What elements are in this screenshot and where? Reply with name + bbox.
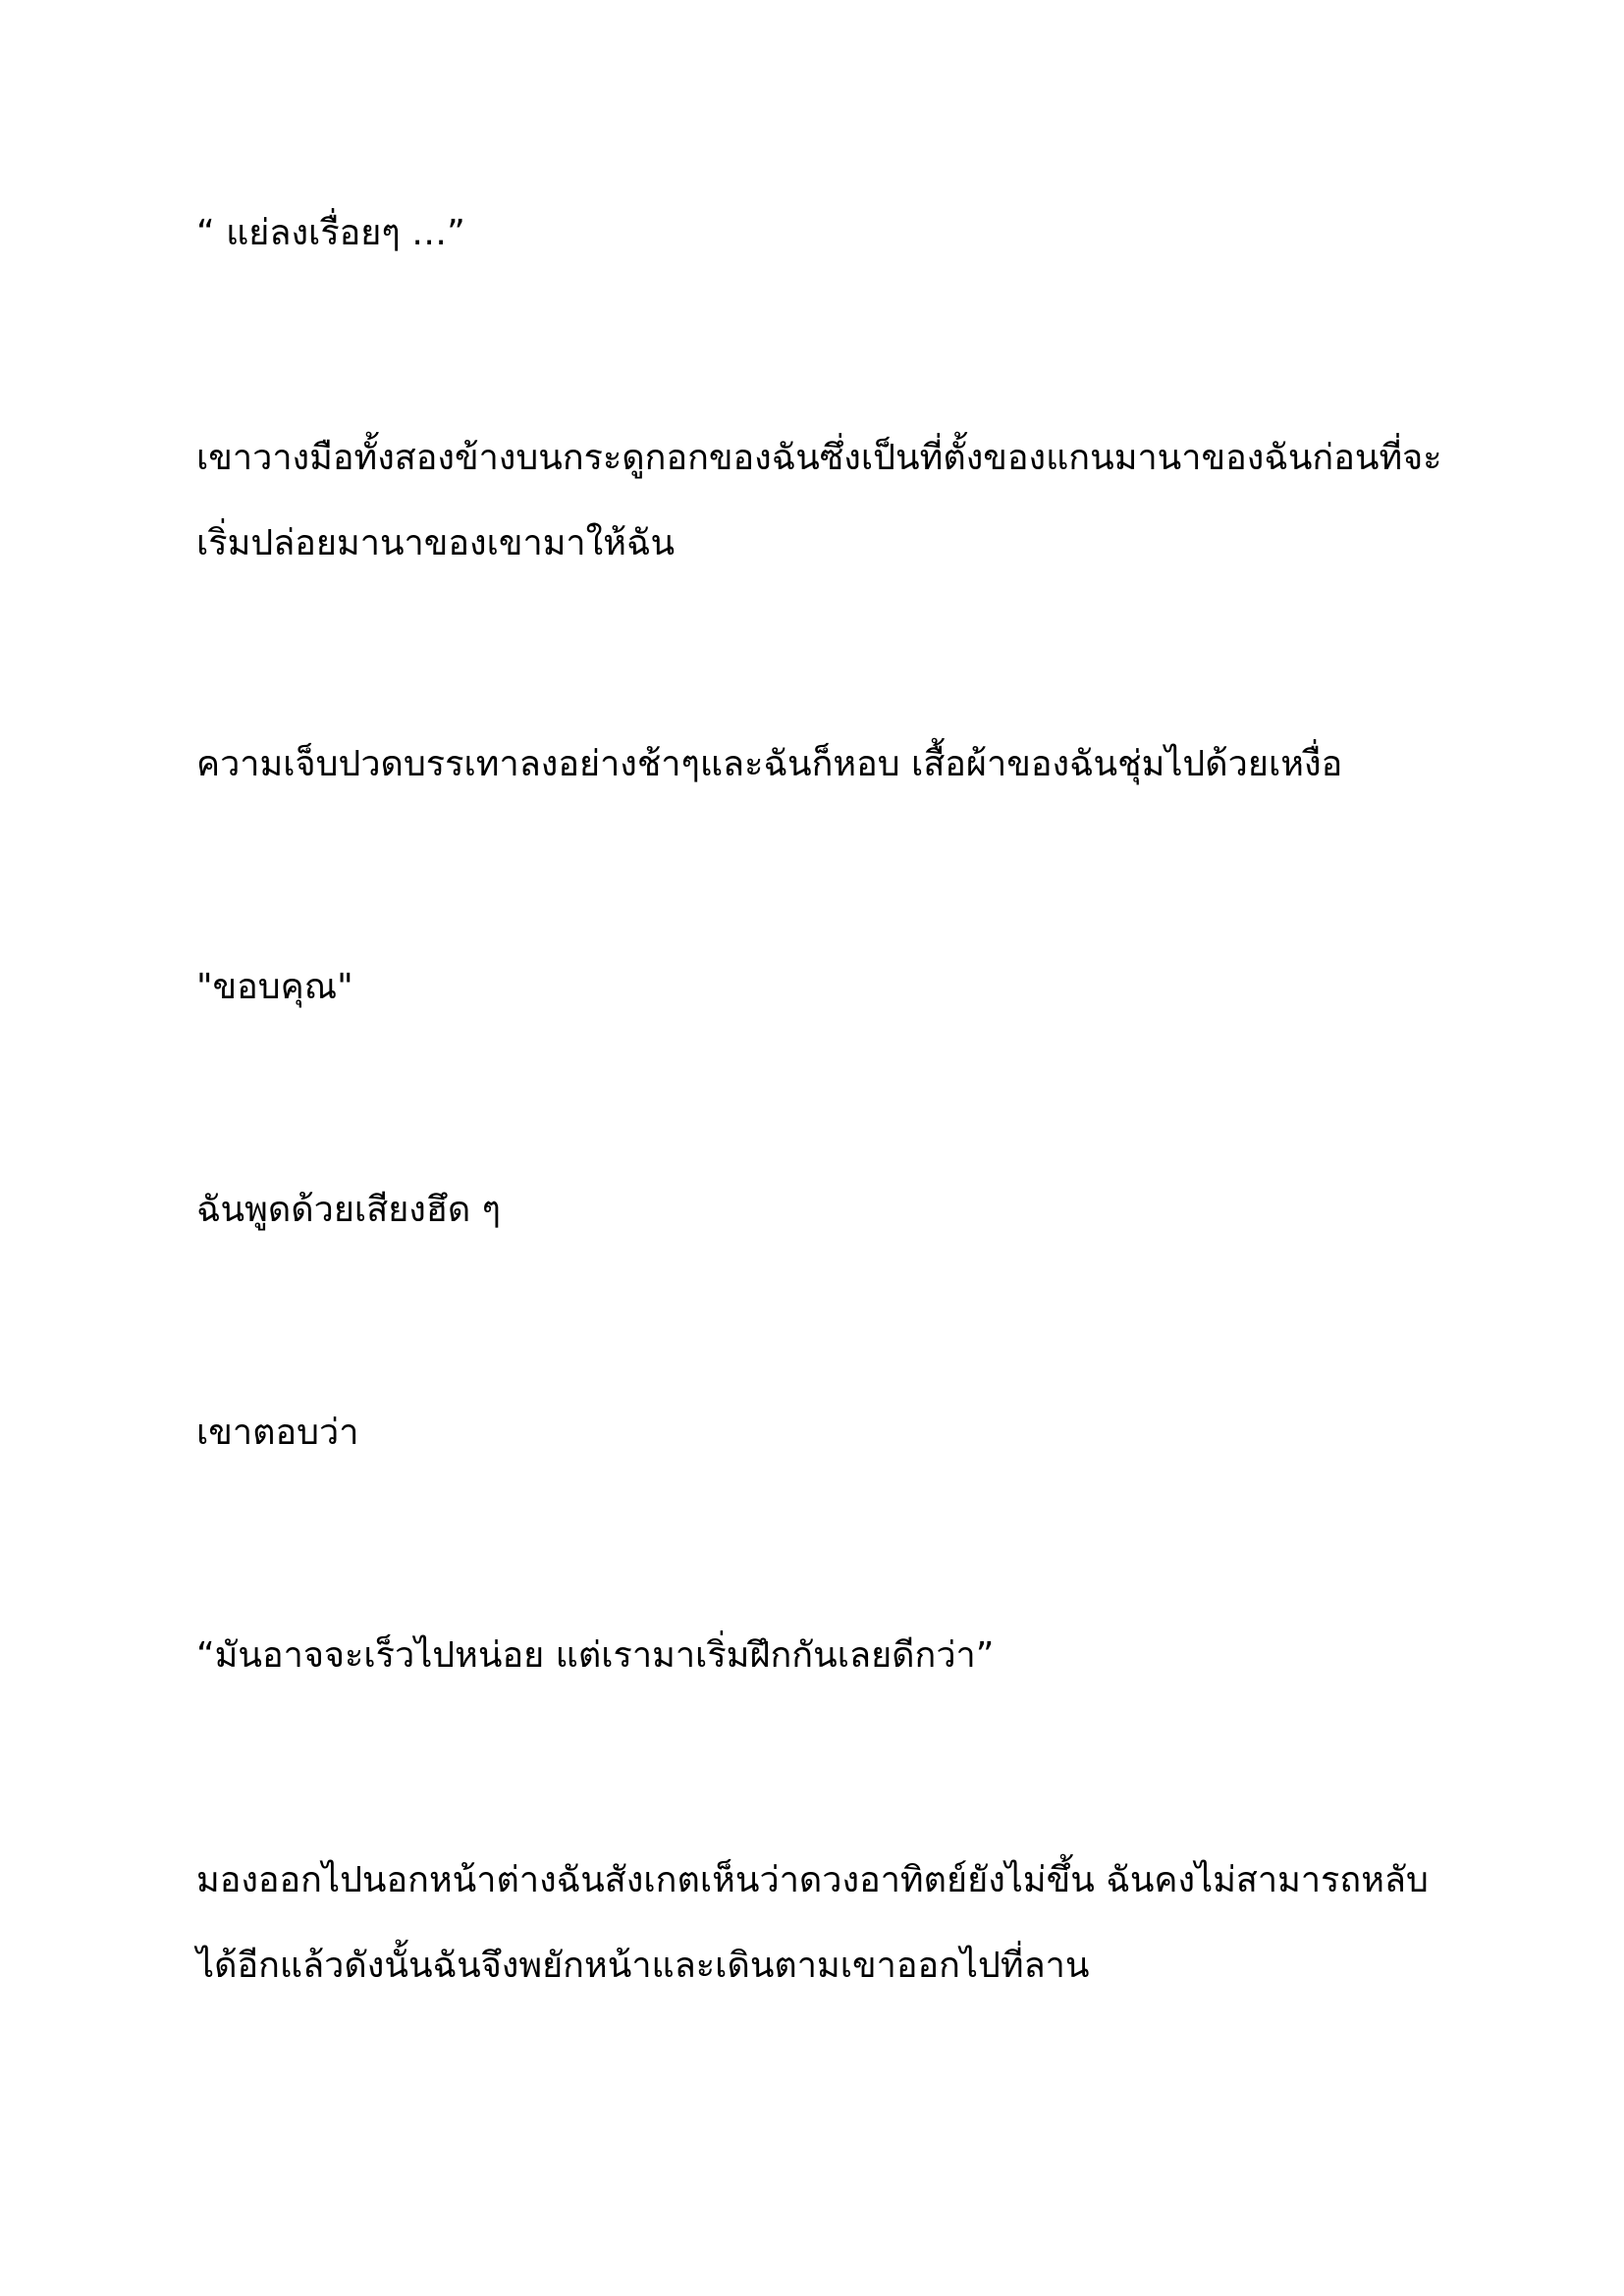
paragraph-speaking-hoarse	[196, 1167, 1473, 1253]
paragraph-he-replied	[196, 1390, 1473, 1475]
paragraph-mana-transfer	[196, 415, 1473, 586]
text-line: “มันอาจจะเร็วไปหน่อย แต่เรามาเริ่มฝึกกันเลยดีกว่า”	[196, 1635, 995, 1676]
paragraph-dialogue-training	[196, 1613, 1473, 1698]
text-line: "ขอบคุณ"	[196, 967, 353, 1007]
text-line: ความเจ็บปวดบรรเทาลงอย่างช้าๆและฉันก็หอบ เสื้อผ้าของฉันชุ่มไปด้วยเหงื่อ	[196, 744, 1343, 784]
text-line: เขาตอบว่า	[196, 1413, 359, 1453]
text-line: เขาวางมือทั้งสองข้างบนกระดูกอกของฉันซึ่งเป็นที่ตั้งของแกนมานาของฉันก่อนที่จะ	[196, 438, 1442, 478]
paragraph-pain-eases	[196, 721, 1473, 807]
text-line: ฉันพูดด้วยเสียงฮึด ๆ	[196, 1190, 502, 1230]
paragraph-dialogue-worse	[196, 190, 1473, 276]
text-line: “ แย่ลงเรื่อยๆ …”	[196, 213, 465, 253]
text-line: ได้อีกแล้วดังนั้นฉันจึงพยักหน้าและเดินตามเขาออกไปที่ลาน	[196, 1946, 1090, 1986]
paragraph-dialogue-thanks	[196, 944, 1473, 1030]
text-line: มองออกไปนอกหน้าต่างฉันสังเกตเห็นว่าดวงอาทิตย์ยังไม่ขึ้น ฉันคงไม่สามารถหลับ	[196, 1860, 1429, 1900]
paragraph-looking-outside	[196, 1838, 1473, 2008]
text-line: เริ่มปล่อยมานาของเขามาให้ฉัน	[196, 523, 676, 563]
